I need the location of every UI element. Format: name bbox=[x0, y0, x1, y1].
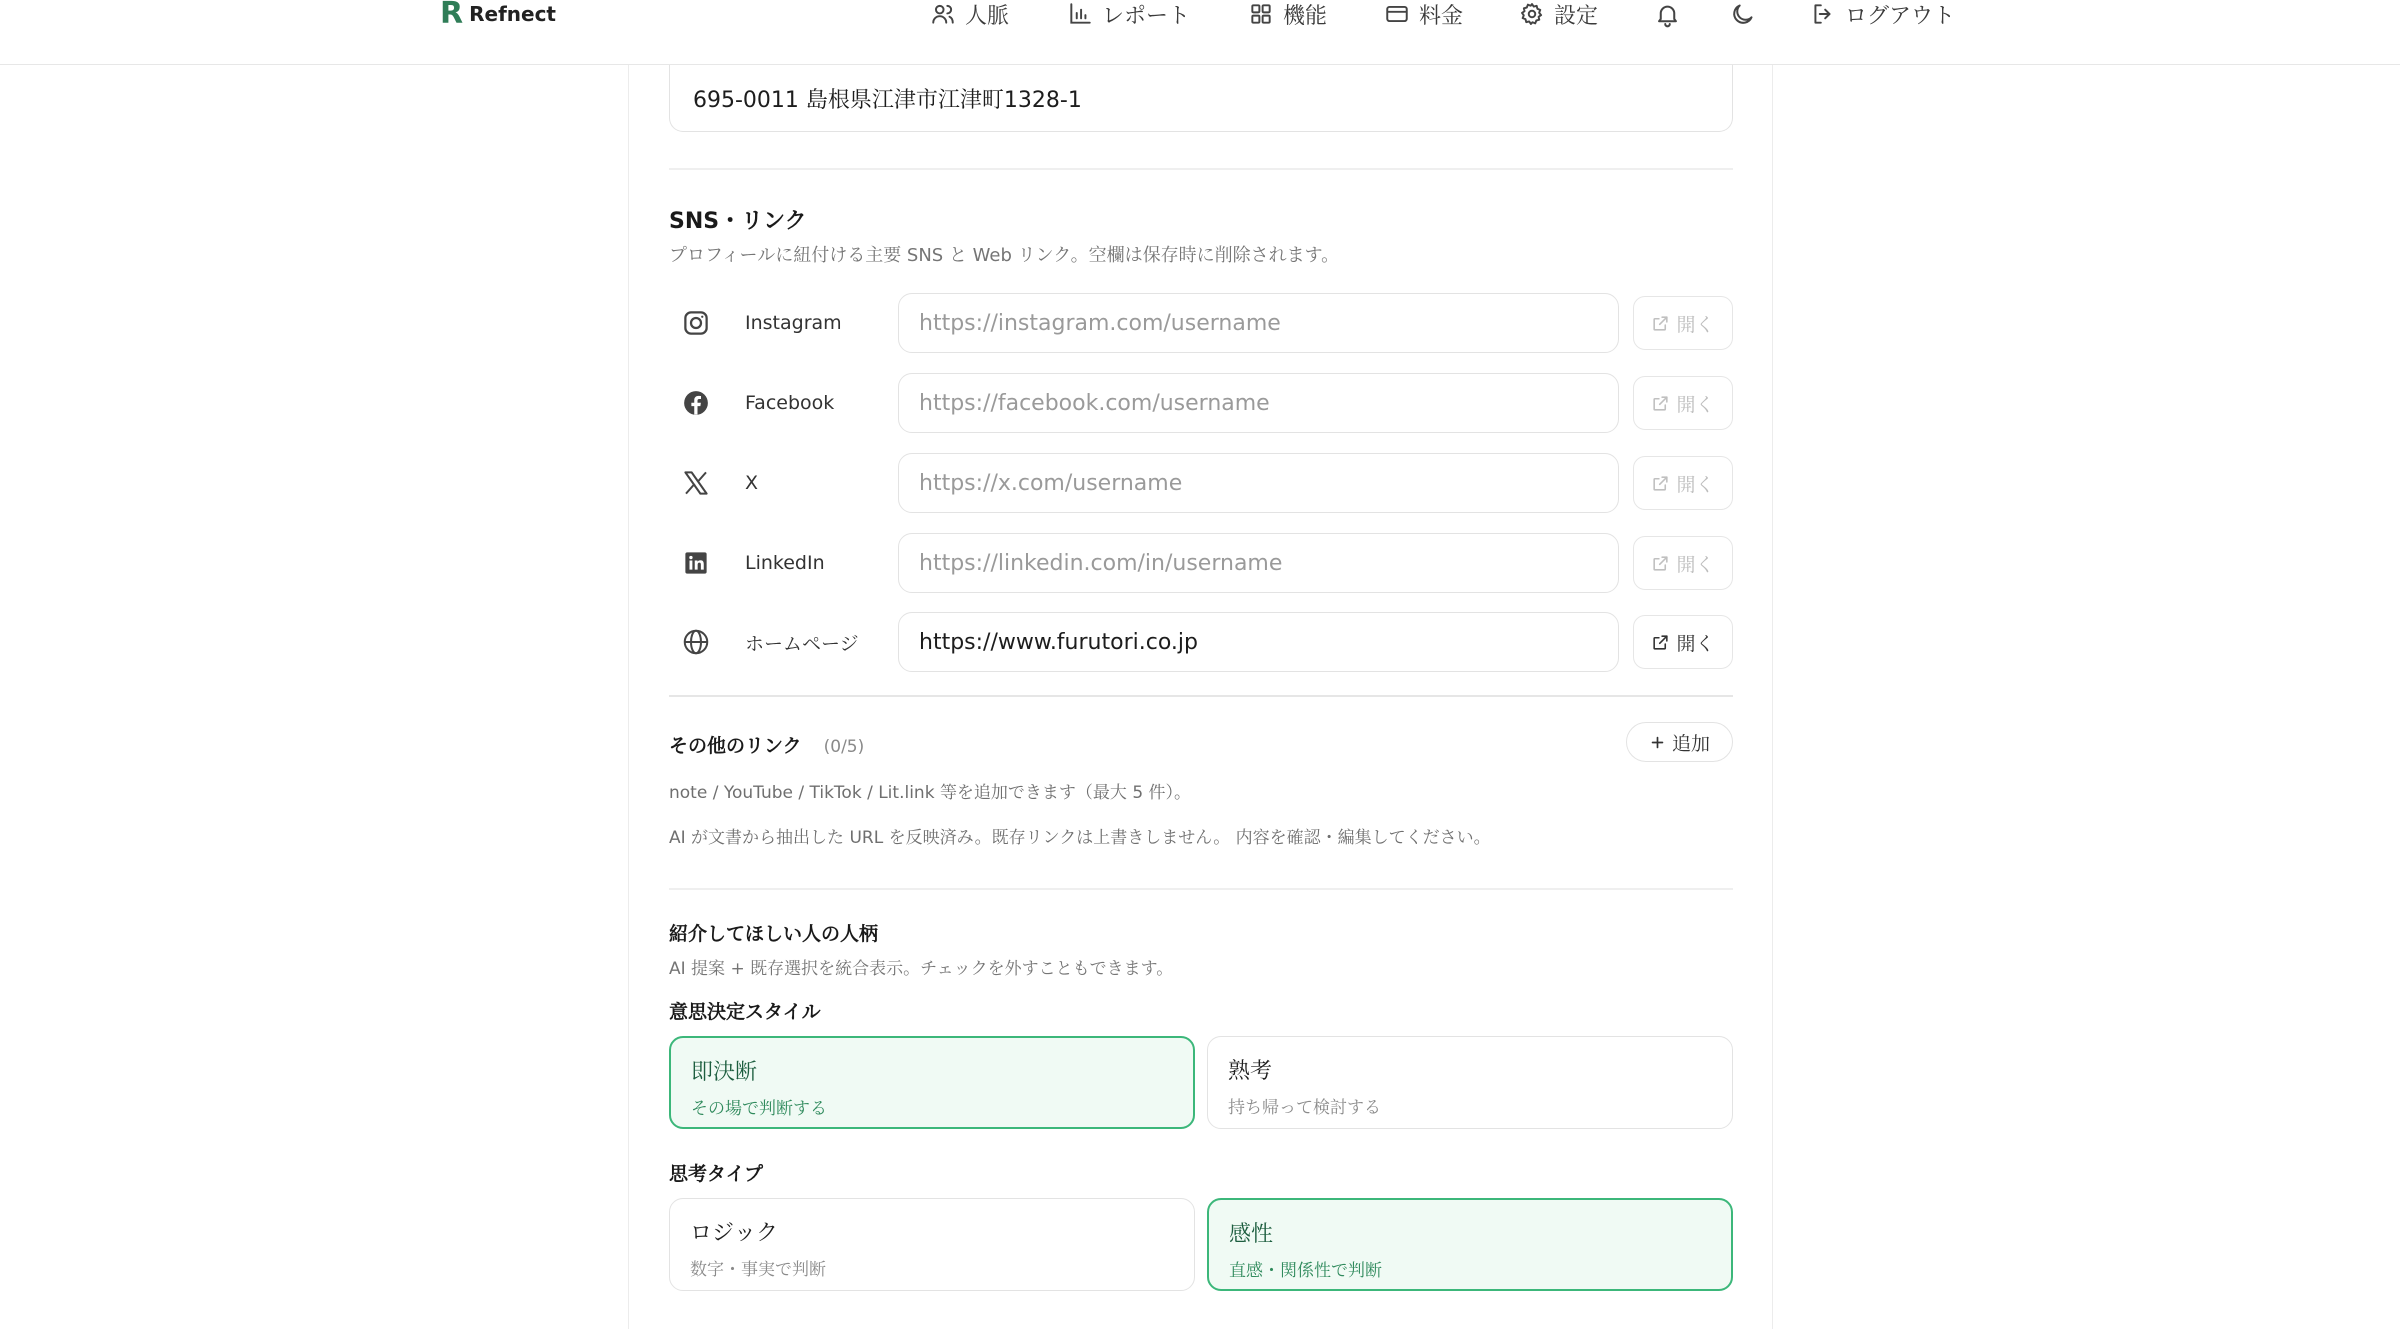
external-link-icon bbox=[1651, 633, 1670, 652]
gear-icon bbox=[1519, 1, 1545, 27]
section-divider bbox=[669, 888, 1733, 890]
open-linkedin-button[interactable] bbox=[1633, 536, 1733, 590]
option-title: 即決断 bbox=[691, 1060, 758, 1085]
option-subtitle: 持ち帰って検討する bbox=[1228, 1098, 1381, 1118]
other-links-count: (0/5) bbox=[823, 737, 865, 757]
brand-logo[interactable] bbox=[440, 0, 556, 31]
linkedin-url-input[interactable] bbox=[898, 533, 1619, 593]
other-links-title bbox=[669, 731, 864, 758]
facebook-url-input[interactable] bbox=[898, 373, 1619, 433]
open-instagram-button[interactable] bbox=[1633, 296, 1733, 350]
sns-row-homepage bbox=[669, 612, 1733, 672]
option-subtitle: 数字・事実で判断 bbox=[690, 1260, 826, 1280]
option-subtitle: その場で判断する bbox=[691, 1099, 827, 1119]
sns-label-homepage: ホームページ bbox=[745, 632, 859, 655]
sns-label-instagram: Instagram bbox=[745, 312, 842, 334]
sns-row-linkedin bbox=[669, 533, 1733, 593]
open-label: 開く bbox=[1676, 632, 1715, 655]
sns-section-description: プロフィールに紐付ける主要 SNS と Web リンク。空欄は保存時に削除されます。 bbox=[669, 245, 1340, 266]
logout-icon bbox=[1810, 1, 1836, 27]
ai-extraction-note: AI が文書から抽出した URL を反映済み。既存リンクは上書きしません。 内容を確認・編集してください。 bbox=[669, 828, 1491, 848]
external-link-icon bbox=[1651, 394, 1670, 413]
nav-label-settings: 設定 bbox=[1554, 3, 1599, 29]
option-subtitle: 直感・関係性で判断 bbox=[1229, 1261, 1382, 1281]
section-divider bbox=[669, 168, 1733, 170]
add-link-label: 追加 bbox=[1671, 732, 1710, 755]
sns-label-x: X bbox=[745, 472, 759, 494]
plus-icon bbox=[1649, 734, 1666, 751]
open-facebook-button[interactable] bbox=[1633, 376, 1733, 430]
other-links-label: その他のリンク bbox=[669, 735, 802, 757]
nav-item-pricing[interactable] bbox=[1384, 0, 1463, 28]
sns-row-facebook bbox=[669, 373, 1733, 433]
external-link-icon bbox=[1651, 314, 1670, 333]
bar-chart-icon bbox=[1067, 1, 1093, 27]
nav-label-features: 機能 bbox=[1283, 3, 1328, 29]
moon-icon bbox=[1729, 1, 1756, 28]
logout-label: ログアウト bbox=[1845, 3, 1956, 29]
option-title: ロジック bbox=[690, 1221, 779, 1246]
homepage-url-input[interactable] bbox=[898, 612, 1619, 672]
option-logic[interactable] bbox=[669, 1198, 1195, 1291]
top-navbar bbox=[0, 0, 2400, 65]
thinking-type-title: 思考タイプ bbox=[669, 1163, 764, 1185]
sns-row-instagram bbox=[669, 293, 1733, 353]
option-title: 熟考 bbox=[1228, 1059, 1273, 1084]
instagram-url-input[interactable] bbox=[898, 293, 1619, 353]
open-label: 開く bbox=[1676, 473, 1715, 496]
sns-label-linkedin: LinkedIn bbox=[745, 552, 825, 574]
persona-section-description: AI 提案 + 既存選択を統合表示。チェックを外すこともできます。 bbox=[669, 959, 1174, 979]
notifications-button[interactable] bbox=[1650, 0, 1684, 28]
address-field[interactable]: 695-0011 島根県江津市江津町1328-1 bbox=[669, 65, 1733, 132]
open-x-button[interactable] bbox=[1633, 456, 1733, 510]
external-link-icon bbox=[1651, 474, 1670, 493]
section-divider bbox=[669, 695, 1733, 697]
x-url-input[interactable] bbox=[898, 453, 1619, 513]
sns-label-facebook: Facebook bbox=[745, 392, 835, 414]
brand-name: Refnect bbox=[469, 2, 556, 26]
external-link-icon bbox=[1651, 554, 1670, 573]
nav-label-report: レポート bbox=[1102, 3, 1191, 29]
linkedin-icon bbox=[681, 548, 711, 578]
open-label: 開く bbox=[1676, 313, 1715, 336]
profile-edit-card bbox=[628, 65, 1773, 1329]
option-quick-decision[interactable] bbox=[669, 1036, 1195, 1129]
open-homepage-button[interactable] bbox=[1633, 615, 1733, 669]
nav-item-settings[interactable] bbox=[1519, 0, 1598, 28]
sns-section-title: SNS・リンク bbox=[669, 209, 807, 234]
option-title: 感性 bbox=[1229, 1222, 1274, 1247]
nav-item-network[interactable] bbox=[930, 0, 1009, 28]
option-intuition[interactable] bbox=[1207, 1198, 1733, 1291]
nav-label-network: 人脈 bbox=[965, 3, 1010, 29]
open-label: 開く bbox=[1676, 553, 1715, 576]
persona-section-title: 紹介してほしい人の人柄 bbox=[669, 923, 879, 945]
other-links-description: note / YouTube / TikTok / Lit.link 等を追加できます（最大 5 件）。 bbox=[669, 783, 1192, 803]
bell-icon bbox=[1654, 1, 1681, 28]
facebook-icon bbox=[681, 388, 711, 418]
nav-item-report[interactable] bbox=[1067, 0, 1190, 28]
users-icon bbox=[930, 1, 956, 27]
option-deliberate[interactable] bbox=[1207, 1036, 1733, 1129]
nav-label-pricing: 料金 bbox=[1419, 3, 1464, 29]
sns-row-x bbox=[669, 453, 1733, 513]
open-label: 開く bbox=[1676, 393, 1715, 416]
instagram-icon bbox=[681, 308, 711, 338]
add-link-button[interactable] bbox=[1626, 722, 1733, 762]
credit-card-icon bbox=[1384, 1, 1410, 27]
decision-style-title: 意思決定スタイル bbox=[669, 1001, 821, 1023]
brand-mark: R bbox=[440, 0, 464, 31]
logout-button[interactable] bbox=[1810, 0, 1955, 28]
theme-toggle-button[interactable] bbox=[1725, 0, 1759, 28]
nav-item-features[interactable] bbox=[1248, 0, 1327, 28]
grid-icon bbox=[1248, 1, 1274, 27]
globe-icon bbox=[681, 627, 711, 657]
x-icon bbox=[681, 468, 711, 498]
